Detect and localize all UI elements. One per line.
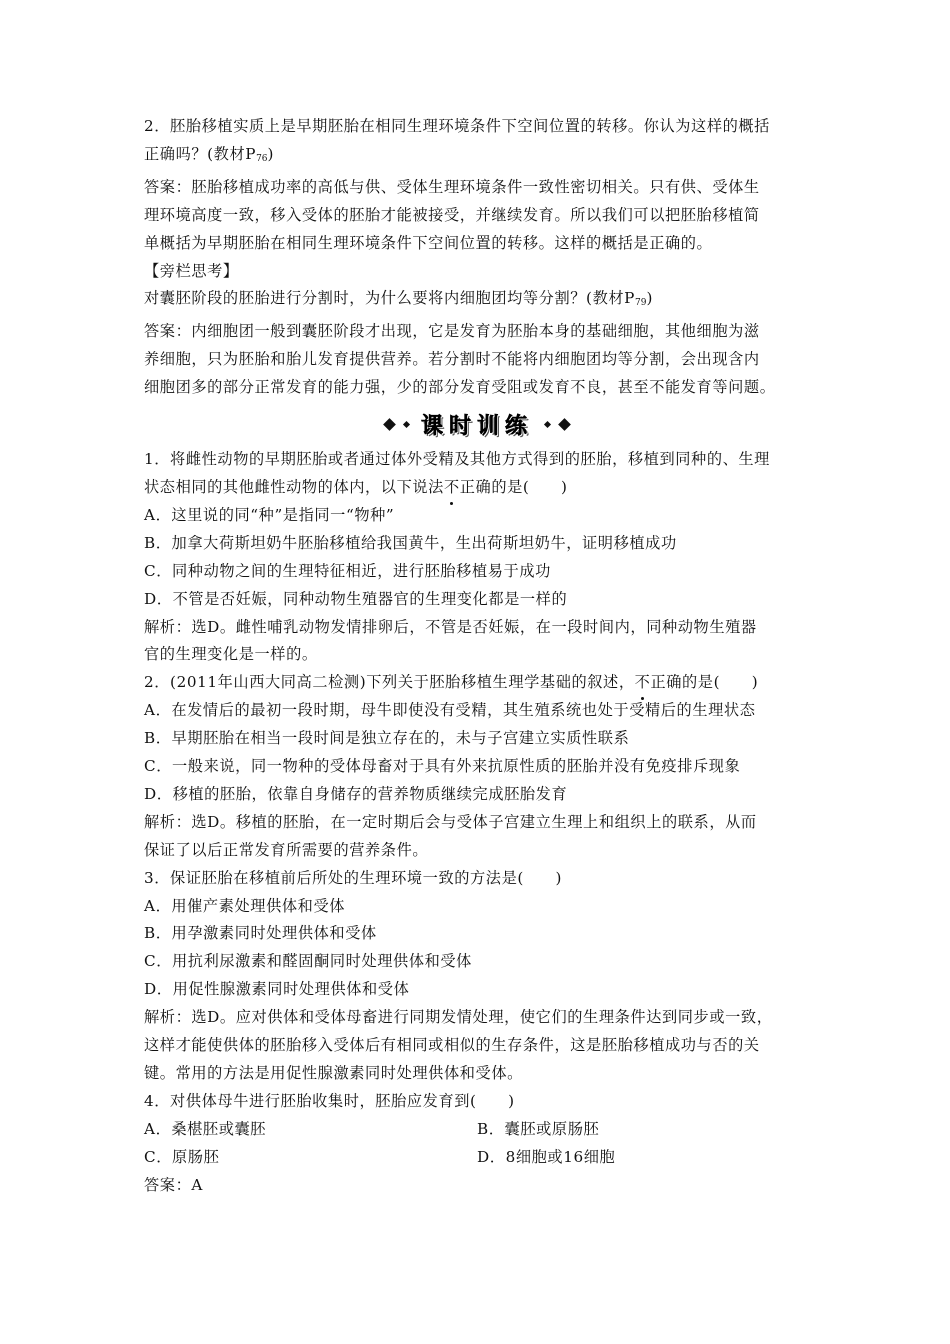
q3-option-a: A．用催产素处理供体和受体 xyxy=(144,896,346,915)
q2-option-a: A．在发情后的最初一段时期，母牛即使没有受精，其生殖系统也处于受精后的生理状态 xyxy=(144,701,756,720)
document-page xyxy=(144,113,810,1200)
side-thinking-title: 【旁栏思考】 xyxy=(144,261,239,280)
side-thinking-question: 对囊胚阶段的胚胎进行分割时，为什么要将内细胞团均等分割？(教材$P_{79}$) xyxy=(144,289,653,309)
q2-answer-line-3: 单概括为早期胚胎在相同生理环境条件下空间位置的转移。这样的概括是正确的。 xyxy=(144,233,713,252)
q2-answer-line-1: 答案：胚胎移植成功率的高低与供、受体生理环境条件一致性密切相关。只有供、受体生 xyxy=(144,177,760,196)
q3-option-c: C．用抗利尿激素和醛固酮同时处理供体和受体 xyxy=(144,952,472,971)
q2-stem-line-2: 正确吗？(教材$P_{76}$) xyxy=(144,144,275,164)
q2-analysis-line-1: 解析：选D。移植的胚胎，在一定时期后会与受体子宫建立生理上和组织上的联系，从而 xyxy=(144,812,757,831)
q3-analysis-line-2: 这样才能使供体的胚胎移入受体后有相同或相似的生存条件，这是胚胎移植成功与否的关 xyxy=(144,1036,760,1055)
q1-stem-line-1: 1．将雌性动物的早期胚胎或者通过体外受精及其他方式得到的胚胎，移植到同种的、生理 xyxy=(144,450,770,469)
q3-stem: 3．保证胚胎在移植前后所处的生理环境一致的方法是( ) xyxy=(144,868,563,887)
side-answer-line-1: 答案：内细胞团一般到囊胚阶段才出现，它是发育为胚胎本身的基础细胞，其他细胞为滋 xyxy=(144,322,760,341)
q1-analysis-line-1: 解析：选D。雌性哺乳动物发情排卵后，不管是否妊娠，在一段时间内，同种动物生殖器 xyxy=(144,617,757,636)
q2-stem: 2．(2011年山西大同高二检测)下列关于胚胎移植生理学基础的叙述，不正确的是( ) xyxy=(144,669,810,697)
q3-analysis-line-1: 解析：选D。应对供体和受体母畜进行同期发情处理，使它们的生理条件达到同步或一致， xyxy=(144,1008,773,1027)
q3-option-b: B．用孕激素同时处理供体和受体 xyxy=(144,924,377,943)
q2-option-d: D．移植的胚胎，依靠自身储存的营养物质继续完成胚胎发育 xyxy=(144,784,568,803)
q1-option-a: A．这里说的同“种”是指同一“物种” xyxy=(144,505,395,524)
q4-answer: 答案：A xyxy=(144,1175,203,1194)
diamond-icon xyxy=(383,418,396,431)
q2-answer-line-2: 理环境高度一致，移入受体的胚胎才能被接受，并继续发育。所以我们可以把胚胎移植简 xyxy=(144,205,760,224)
q3-option-d: D．用促性腺激素同时处理供体和受体 xyxy=(144,980,410,999)
q4-stem: 4．对供体母牛进行胚胎收集时，胚胎应发育到( ) xyxy=(144,1091,515,1110)
q4-option-b: B．囊胚或原肠胚 xyxy=(477,1119,600,1138)
q2-option-b: B．早期胚胎在相当一段时间是独立存在的，未与子宫建立实质性联系 xyxy=(144,729,630,748)
q3-analysis-line-3: 键。常用的方法是用促性腺激素同时处理供体和受体。 xyxy=(144,1064,523,1082)
q4-option-d: D．8细胞或16细胞 xyxy=(477,1147,616,1166)
q1-stem-line-2: 状态相同的其他雌性动物的体内，以下说法不正确的是( ) xyxy=(144,474,810,502)
q1-analysis-line-2: 官的生理变化是一样的。 xyxy=(144,645,318,664)
diamond-icon xyxy=(558,418,571,431)
q4-options-row-2 xyxy=(144,1144,810,1172)
q2-option-c: C．一般来说，同一物种的受体母畜对于具有外来抗原性质的胚胎并没有免疫排斥现象 xyxy=(144,757,741,776)
banner-title: 课时训练 xyxy=(420,413,533,439)
q2-analysis-line-2: 保证了以后正常发育所需要的营养条件。 xyxy=(144,840,429,859)
side-answer-line-2: 养细胞，只为胚胎和胎儿发育提供营养。若分割时不能将内细胞团均等分割，会出现含内 xyxy=(144,350,760,369)
section-banner xyxy=(144,404,810,444)
q1-option-d: D．不管是否妊娠，同种动物生殖器官的生理变化都是一样的 xyxy=(144,589,568,608)
q1-option-c: C．同种动物之间的生理特征相近，进行胚胎移植易于成功 xyxy=(144,561,551,580)
q4-option-a: A．桑椹胚或囊胚 xyxy=(144,1119,267,1138)
q4-option-c: C．原肠胚 xyxy=(144,1147,220,1166)
diamond-small-icon xyxy=(403,421,410,428)
q4-options-row-1 xyxy=(144,1116,810,1144)
diamond-small-icon xyxy=(544,421,551,428)
side-answer-line-3: 细胞团多的部分正常发育的能力强，少的部分发育受阻或发育不良，甚至不能发育等问题。 xyxy=(144,378,776,397)
q1-option-b: B．加拿大荷斯坦奶牛胚胎移植给我国黄牛，生出荷斯坦奶牛，证明移植成功 xyxy=(144,533,677,552)
q2-stem-line-1: 2．胚胎移植实质上是早期胚胎在相同生理环境条件下空间位置的转移。你认为这样的概括 xyxy=(144,117,770,135)
